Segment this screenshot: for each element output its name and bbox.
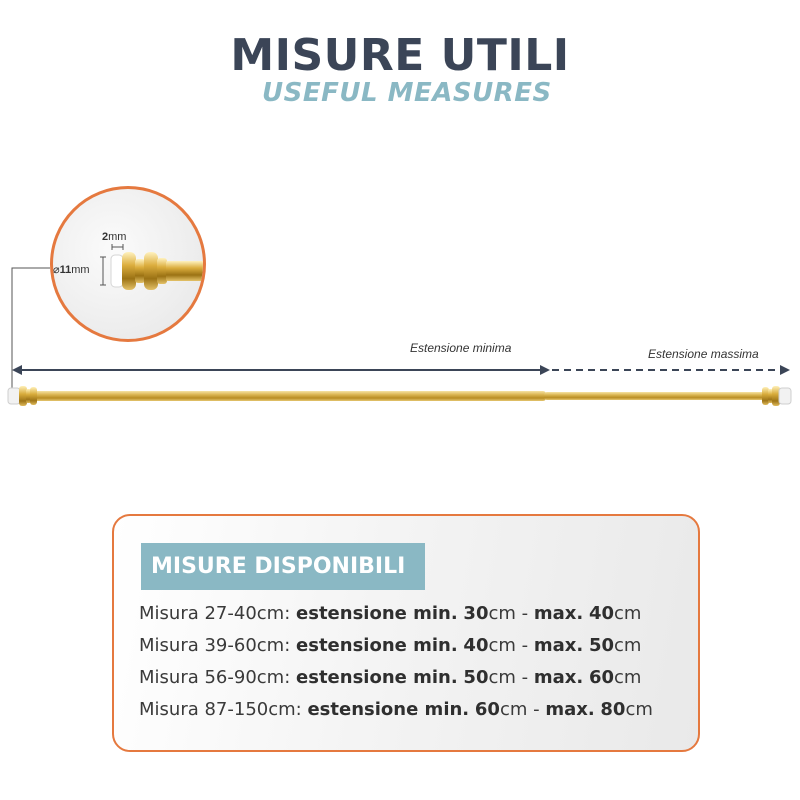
size-row: Misura 27-40cm: estensione min. 30cm - max. 40cm bbox=[139, 603, 642, 624]
rod-right-end bbox=[762, 386, 791, 406]
available-sizes-card bbox=[112, 514, 700, 752]
page-subtitle: USEFUL MEASURES bbox=[262, 78, 552, 108]
gap-label: 2mm bbox=[102, 231, 127, 243]
size-row: Misura 87-150cm: estensione min. 60cm - max. 80cm bbox=[139, 699, 653, 720]
min-extension-left-arrow bbox=[12, 365, 22, 375]
leader-line bbox=[12, 268, 50, 392]
page-title: MISURE UTILI bbox=[230, 30, 570, 81]
size-row: Misura 56-90cm: estensione min. 50cm - max. 60cm bbox=[139, 667, 642, 688]
min-extension-label: Estensione minima bbox=[410, 341, 512, 355]
end-cap-zoom-circle bbox=[50, 186, 206, 342]
diameter-label: ⌀11mm bbox=[53, 264, 90, 276]
end-cap-closeup bbox=[53, 189, 203, 339]
rod-left-end bbox=[8, 386, 37, 406]
max-extension-label: Estensione massima bbox=[648, 347, 759, 361]
max-extension-right-arrow bbox=[780, 365, 790, 375]
size-row: Misura 39-60cm: estensione min. 40cm - max. 50cm bbox=[139, 635, 642, 656]
available-sizes-title: MISURE DISPONIBILI bbox=[141, 543, 425, 590]
rod-inner-tube bbox=[544, 392, 768, 400]
rod-outer-tube bbox=[32, 391, 546, 401]
sizes-list bbox=[139, 599, 653, 727]
min-extension-right-arrow bbox=[540, 365, 550, 375]
